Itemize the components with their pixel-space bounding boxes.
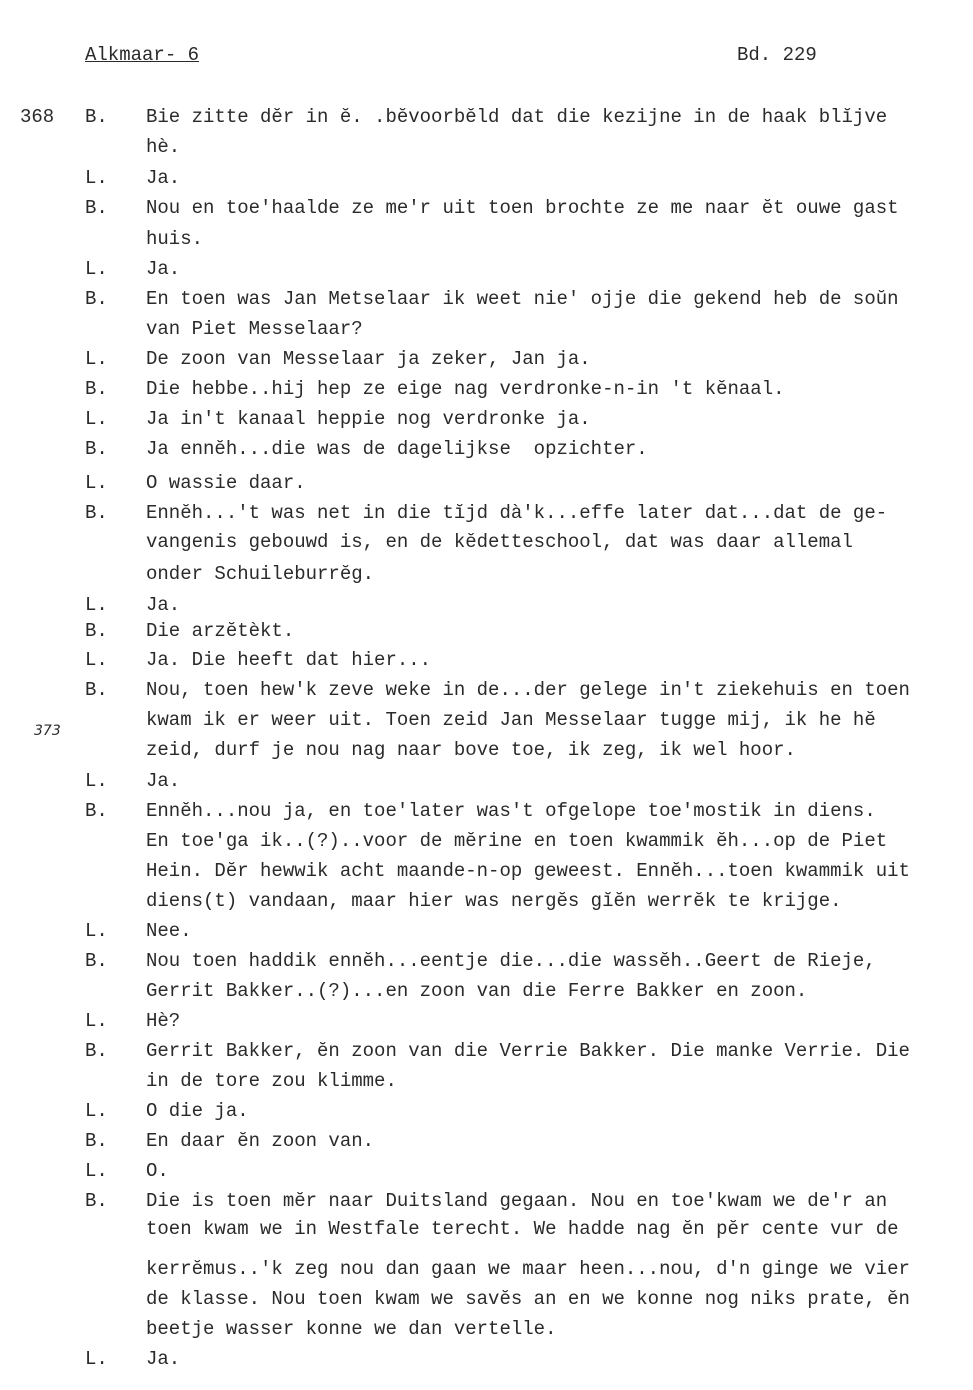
- utterance-text: Ennĕh...nou ja, en toe'later was't ofgelope toe'mostik in diens.: [146, 800, 876, 822]
- transcript-line: [0, 950, 973, 978]
- speaker-label: L.: [85, 594, 108, 616]
- utterance-text: Ja.: [146, 258, 181, 280]
- transcript-line: [0, 502, 973, 530]
- speaker-label: B.: [85, 1190, 108, 1212]
- utterance-text: Nee.: [146, 920, 192, 942]
- utterance-text: in de tore zou klimme.: [146, 1070, 397, 1092]
- transcript-line: [0, 408, 973, 436]
- transcript-line: [0, 890, 973, 918]
- transcript-line: [0, 167, 973, 195]
- speaker-label: L.: [85, 258, 108, 280]
- transcript-line: [0, 1160, 973, 1188]
- speaker-label: L.: [85, 167, 108, 189]
- transcript-line: [0, 1040, 973, 1068]
- transcript-line: [0, 1100, 973, 1128]
- utterance-text: Gerrit Bakker..(?)...en zoon van die Ferre Bakker en zoon.: [146, 980, 808, 1002]
- utterance-text: van Piet Messelaar?: [146, 318, 363, 340]
- utterance-text: Hein. Dĕr hewwik acht maande-n-op geweest. Ennĕh...toen kwammik uit: [146, 860, 910, 882]
- transcript-line: [0, 679, 973, 707]
- transcript-line: [0, 378, 973, 406]
- utterance-text: kerrĕmus..'k zeg nou dan gaan we maar heen...nou, d'n ginge we vier: [146, 1258, 910, 1280]
- utterance-text: O wassie daar.: [146, 472, 306, 494]
- margin-line-number: 368: [20, 106, 55, 128]
- speaker-label: B.: [85, 950, 108, 972]
- speaker-label: B.: [85, 438, 108, 460]
- transcript-line: [0, 770, 973, 798]
- header-left: [85, 44, 199, 66]
- utterance-text: O.: [146, 1160, 169, 1182]
- speaker-label: B.: [85, 800, 108, 822]
- margin-handwritten-number: 373: [34, 723, 61, 739]
- transcript-line: [0, 594, 973, 622]
- speaker-label: L.: [85, 770, 108, 792]
- utterance-text: O die ja.: [146, 1100, 249, 1122]
- utterance-text: Ja.: [146, 1348, 181, 1370]
- transcript-line: [0, 709, 973, 737]
- utterance-text: En daar ĕn zoon van.: [146, 1130, 375, 1152]
- transcript-line: [0, 318, 973, 346]
- transcript-line: [0, 1010, 973, 1038]
- utterance-text: diens(t) vandaan, maar hier was nergĕs gĭĕn werrĕk te krijge.: [146, 890, 842, 912]
- utterance-text: En toe'ga ik..(?)..voor de mĕrine en toen kwammik ĕh...op de Piet: [146, 830, 888, 852]
- transcript-line: [0, 860, 973, 888]
- utterance-text: Hè?: [146, 1010, 181, 1032]
- transcript-line: [0, 197, 973, 225]
- header-right: Bd. 229: [737, 44, 817, 66]
- header-left-text: Alkmaar- 6: [85, 44, 200, 66]
- utterance-text: Bie zitte dĕr in ĕ. .bĕvoorbĕld dat die kezijne in de haak blĭjve: [146, 106, 888, 128]
- utterance-text: Die arzĕtèkt.: [146, 620, 295, 642]
- transcript-line: [0, 472, 973, 500]
- speaker-label: L.: [85, 1348, 108, 1370]
- utterance-text: Die is toen mĕr naar Duitsland gegaan. Nou en toe'kwam we de'r an: [146, 1190, 888, 1212]
- utterance-text: Ja in't kanaal heppie nog verdronke ja.: [146, 408, 591, 430]
- utterance-text: vangenis gebouwd is, en de kĕdetteschool, dat was daar allemal: [146, 531, 853, 553]
- transcript-line: [0, 348, 973, 376]
- transcript-line: [0, 1318, 973, 1346]
- speaker-label: L.: [85, 348, 108, 370]
- speaker-label: L.: [85, 472, 108, 494]
- utterance-text: Ja. Die heeft dat hier...: [146, 649, 432, 671]
- speaker-label: L.: [85, 1100, 108, 1122]
- speaker-label: B.: [85, 288, 108, 310]
- utterance-text: kwam ik er weer uit. Toen zeid Jan Messelaar tugge mij, ik he hĕ: [146, 709, 876, 731]
- utterance-text: hè.: [146, 136, 181, 158]
- speaker-label: L.: [85, 649, 108, 671]
- speaker-label: B.: [85, 106, 108, 128]
- transcript-line: [0, 563, 973, 591]
- transcript-line: [0, 1288, 973, 1316]
- utterance-text: Ja.: [146, 594, 181, 616]
- transcript-line: [0, 106, 973, 134]
- transcript-line: [0, 620, 973, 648]
- utterance-text: Ja.: [146, 167, 181, 189]
- utterance-text: de klasse. Nou toen kwam we savĕs an en we konne nog niks prate, ĕn: [146, 1288, 910, 1310]
- utterance-text: onder Schuileburrĕg.: [146, 563, 375, 585]
- transcript-line: [0, 739, 973, 767]
- utterance-text: Gerrit Bakker, ĕn zoon van die Verrie Bakker. Die manke Verrie. Die: [146, 1040, 910, 1062]
- transcript-line: [0, 1070, 973, 1098]
- transcript-line: [0, 228, 973, 256]
- transcript-line: [0, 1190, 973, 1218]
- speaker-label: B.: [85, 502, 108, 524]
- speaker-label: B.: [85, 197, 108, 219]
- utterance-text: toen kwam we in Westfale terecht. We hadde nag ĕn pĕr cente vur de: [146, 1218, 899, 1240]
- utterance-text: Nou en toe'haalde ze me'r uit toen brochte ze me naar ĕt ouwe gast: [146, 197, 899, 219]
- transcript-line: [0, 1348, 973, 1376]
- transcript-line: [0, 258, 973, 286]
- utterance-text: Nou toen haddik ennĕh...eentje die...die wassĕh..Geert de Rieje,: [146, 950, 876, 972]
- speaker-label: B.: [85, 1130, 108, 1152]
- transcript-line: [0, 531, 973, 559]
- utterance-text: Die hebbe..hij hep ze eige nag verdronke-n-in 't kĕnaal.: [146, 378, 785, 400]
- speaker-label: L.: [85, 920, 108, 942]
- utterance-text: Ja ennĕh...die was de dagelijkse opzichter.: [146, 438, 648, 460]
- transcript-line: [0, 920, 973, 948]
- transcript-line: [0, 800, 973, 828]
- transcript-line: [0, 438, 973, 466]
- utterance-text: beetje wasser konne we dan vertelle.: [146, 1318, 557, 1340]
- utterance-text: huis.: [146, 228, 204, 250]
- utterance-text: Nou, toen hew'k zeve weke in de...der gelege in't ziekehuis en toen: [146, 679, 910, 701]
- speaker-label: B.: [85, 1040, 108, 1062]
- transcript-line: [0, 136, 973, 164]
- speaker-label: B.: [85, 378, 108, 400]
- transcript-line: [0, 830, 973, 858]
- speaker-label: B.: [85, 679, 108, 701]
- transcript-line: [0, 1218, 973, 1246]
- speaker-label: B.: [85, 620, 108, 642]
- utterance-text: De zoon van Messelaar ja zeker, Jan ja.: [146, 348, 591, 370]
- transcript-line: [0, 980, 973, 1008]
- transcript-line: [0, 1130, 973, 1158]
- transcript-line: [0, 649, 973, 677]
- speaker-label: L.: [85, 1010, 108, 1032]
- speaker-label: L.: [85, 1160, 108, 1182]
- utterance-text: zeid, durf je nou nag naar bove toe, ik zeg, ik wel hoor.: [146, 739, 796, 761]
- utterance-text: En toen was Jan Metselaar ik weet nie' ojje die gekend heb de soŭn: [146, 288, 899, 310]
- speaker-label: L.: [85, 408, 108, 430]
- transcript-line: [0, 1258, 973, 1286]
- utterance-text: Ja.: [146, 770, 181, 792]
- utterance-text: Ennĕh...'t was net in die tĭjd dà'k...effe later dat...dat de ge-: [146, 502, 888, 524]
- transcript-line: [0, 288, 973, 316]
